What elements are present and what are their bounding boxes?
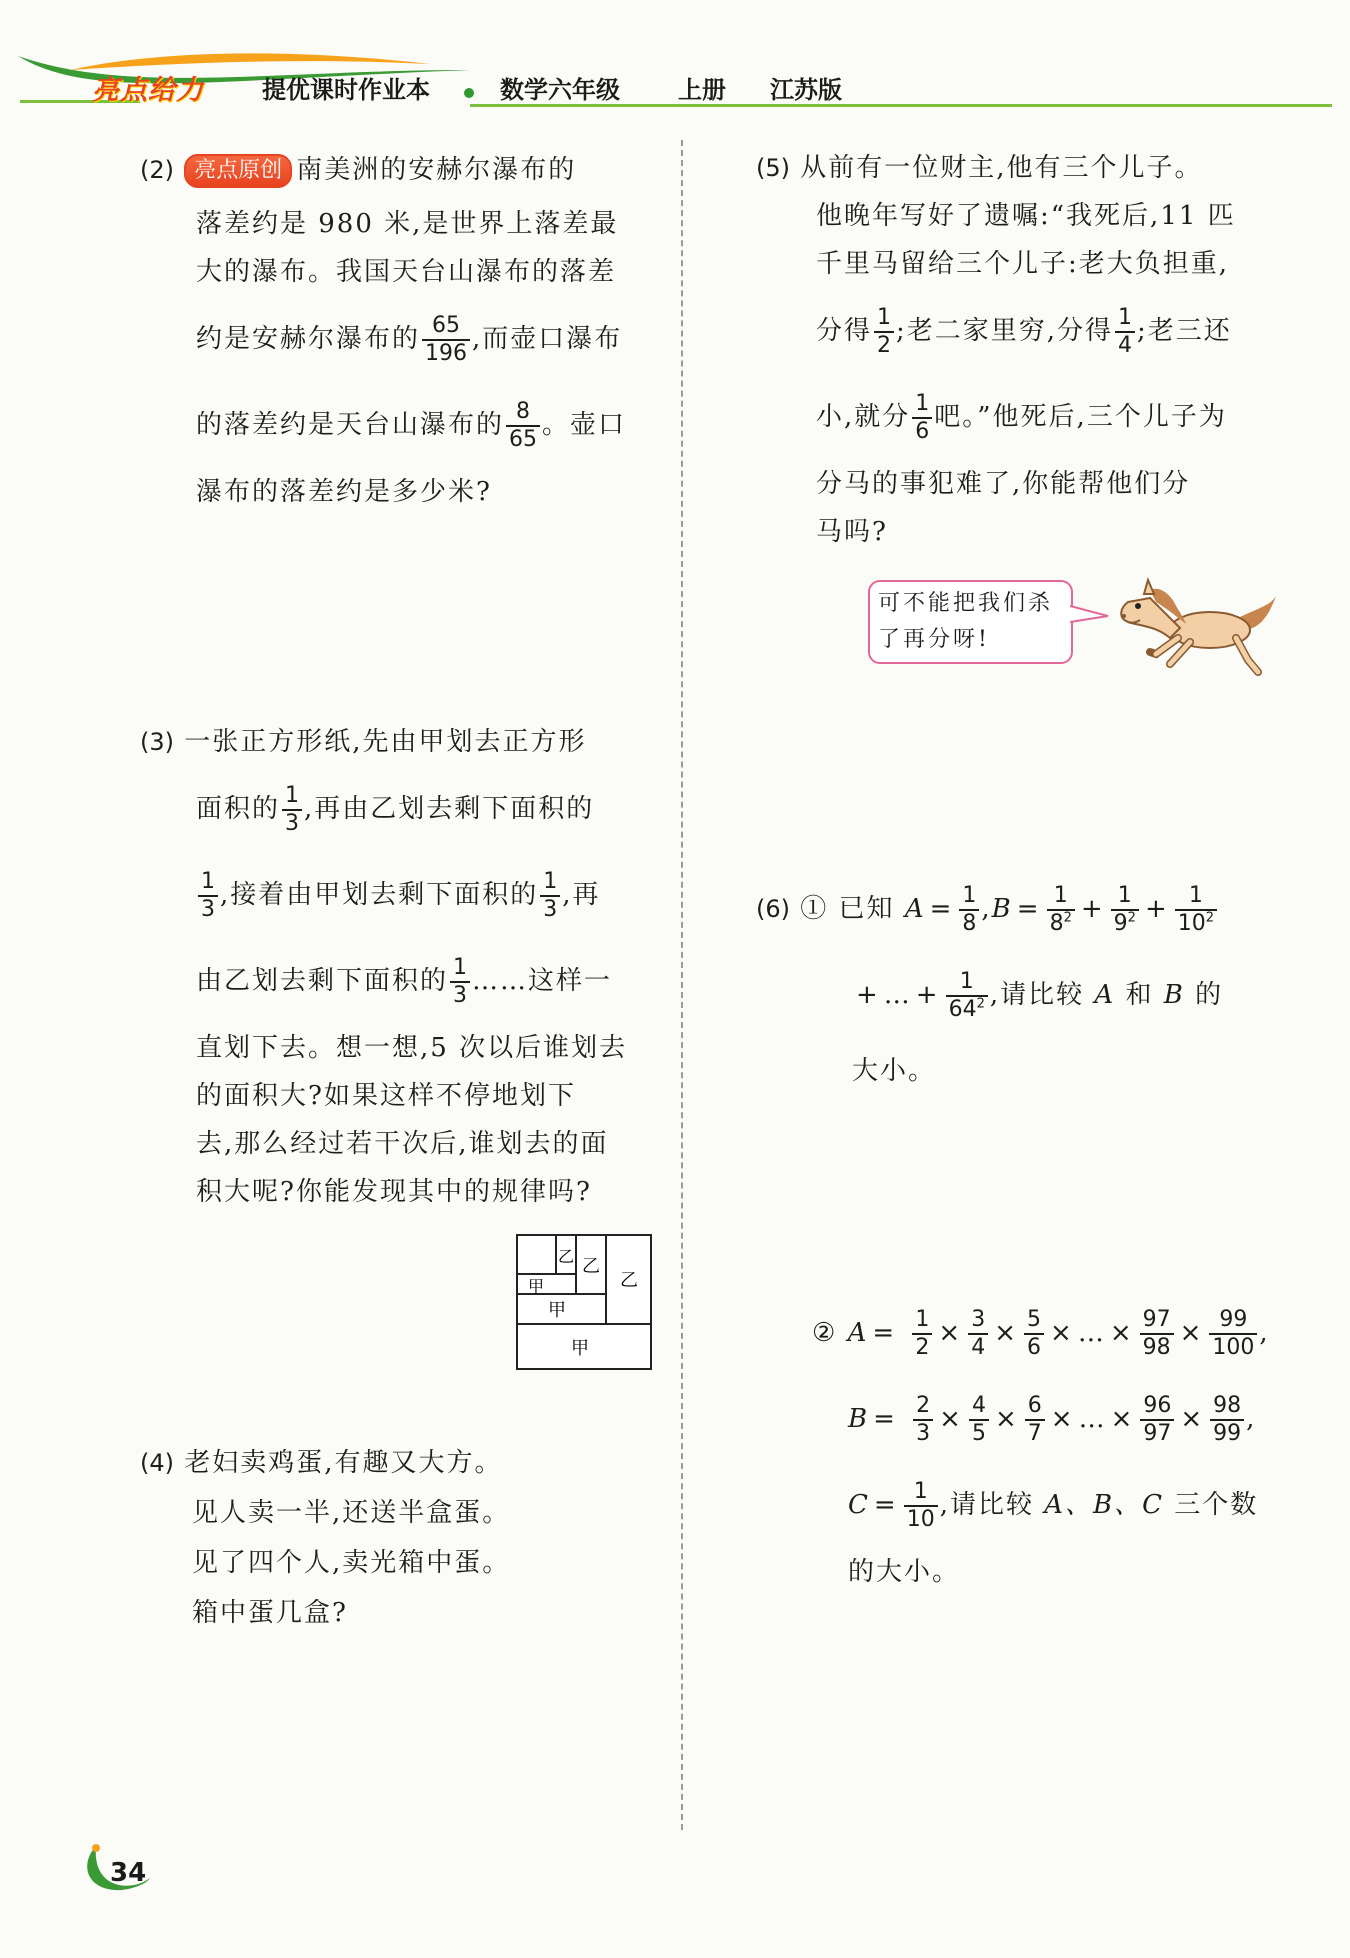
operator: × xyxy=(1050,1404,1075,1434)
fraction xyxy=(1175,883,1217,937)
operator: + xyxy=(856,980,880,1010)
problem-text: ;老二家里穷,分得 xyxy=(896,316,1114,346)
problem-text: 分得 xyxy=(816,316,873,346)
problem-number: (2) xyxy=(140,156,174,184)
problem-number: (5) xyxy=(756,154,790,182)
fraction xyxy=(282,783,302,837)
bubble-text: 可不能把我们杀 xyxy=(878,591,1054,616)
exponent: 2 xyxy=(1127,910,1136,926)
denominator: 3 xyxy=(450,981,470,1009)
problem-text: 的落差约是天台山瀑布的 xyxy=(196,410,505,440)
denominator: 98 xyxy=(1140,1333,1174,1361)
numerator: 1 xyxy=(285,783,300,808)
numerator: 4 xyxy=(971,1393,986,1418)
operator: = xyxy=(929,894,954,924)
denominator: 5 xyxy=(969,1419,989,1447)
volume-label: 上册 xyxy=(678,76,726,104)
operator: + xyxy=(1144,894,1169,924)
fraction xyxy=(1115,305,1135,359)
fraction xyxy=(1111,883,1139,937)
problem-text: 已知 xyxy=(838,894,895,924)
region-label-yi: 乙 xyxy=(620,1270,638,1291)
ellipsis: … xyxy=(883,980,912,1010)
problem-text: 小,就分 xyxy=(816,402,911,432)
numerator: 6 xyxy=(1027,1393,1042,1418)
operator: × xyxy=(994,1404,1019,1434)
numerator: 96 xyxy=(1143,1393,1172,1418)
fraction xyxy=(506,399,540,453)
variable: A xyxy=(847,1318,869,1348)
base: 9 xyxy=(1113,911,1128,936)
expression-c xyxy=(812,1462,1332,1548)
operator: × xyxy=(1050,1318,1074,1348)
problem-text: 大小。 xyxy=(852,1056,937,1086)
fraction xyxy=(874,305,894,359)
expression-b xyxy=(812,1376,1332,1462)
problem-text: 千里马留给三个儿子:老大负担重, xyxy=(816,249,1230,279)
fraction xyxy=(422,313,470,367)
fraction xyxy=(198,869,218,923)
numerator: 1 xyxy=(913,1479,928,1504)
denominator: 97 xyxy=(1140,1419,1174,1447)
numerator: 8 xyxy=(516,399,531,424)
variable: B xyxy=(848,1404,870,1434)
punctuation: , xyxy=(1246,1404,1257,1434)
denominator: 6 xyxy=(912,417,932,445)
base: 10 xyxy=(1177,911,1206,936)
fraction xyxy=(1140,1393,1174,1447)
variable: B xyxy=(991,894,1013,924)
denominator: 10 xyxy=(904,1505,938,1533)
problem-text: 。壶口 xyxy=(542,410,627,440)
variable: C xyxy=(848,1490,870,1520)
numerator: 5 xyxy=(1027,1307,1042,1332)
region-label-jia: 甲 xyxy=(528,1277,545,1296)
fraction xyxy=(913,1393,933,1447)
ellipsis: … xyxy=(1077,1318,1106,1348)
exponent: 2 xyxy=(1205,910,1215,926)
denominator: 4 xyxy=(1115,331,1135,359)
problem-6-part2 xyxy=(812,1290,1332,1596)
variable: A xyxy=(904,894,926,924)
numerator: 1 xyxy=(962,883,977,908)
denominator: 4 xyxy=(968,1333,988,1361)
problem-text: 吧。”他死后,三个儿子为 xyxy=(934,402,1227,432)
denominator: 99 xyxy=(1210,1419,1244,1447)
numerator: 1 xyxy=(201,869,215,894)
problem-text: ,再 xyxy=(562,880,601,910)
problem-text: 一张正方形纸,先由甲划去正方形 xyxy=(184,727,587,757)
operator: × xyxy=(1179,1318,1204,1348)
region-label-yi: 乙 xyxy=(558,1247,575,1266)
fraction xyxy=(912,391,932,445)
denominator: 3 xyxy=(198,895,218,923)
variable: A xyxy=(1094,980,1116,1010)
region-label-yi: 乙 xyxy=(582,1256,600,1277)
variable: B xyxy=(1163,980,1185,1010)
problem-number: (6) xyxy=(756,895,790,923)
problem-text: ……这样一 xyxy=(472,966,613,996)
problem-text: 三个数 xyxy=(1174,1490,1259,1520)
region-label-jia: 甲 xyxy=(571,1338,589,1359)
poem-line: 见人卖一半,还送半盒蛋。 xyxy=(192,1498,511,1528)
numerator: 1 xyxy=(1118,305,1133,330)
numerator: 98 xyxy=(1213,1393,1242,1418)
operator: × xyxy=(938,1318,963,1348)
fraction xyxy=(1024,1307,1044,1361)
problem-5 xyxy=(756,144,1326,556)
operator: = xyxy=(873,1404,897,1434)
denominator: 2 xyxy=(874,331,894,359)
variable-list: A、B、C xyxy=(1044,1490,1165,1520)
region-label-jia: 甲 xyxy=(548,1300,566,1321)
expression-a xyxy=(812,1290,1332,1376)
problem-4 xyxy=(140,1438,660,1638)
numerator: 2 xyxy=(916,1393,931,1418)
problem-text: 约是安赫尔瀑布的 xyxy=(196,324,421,354)
fraction xyxy=(450,955,470,1009)
problem-text: 他晚年写好了遗嘱:“我死后,11 匹 xyxy=(816,201,1236,231)
denominator: 3 xyxy=(913,1419,933,1447)
numerator: 99 xyxy=(1219,1307,1248,1332)
numerator: 1 xyxy=(915,391,930,416)
denominator: 6 xyxy=(1024,1333,1044,1361)
poem-line: 箱中蛋几盒? xyxy=(192,1598,348,1628)
problem-text: 和 xyxy=(1125,980,1154,1010)
numerator: 1 xyxy=(1053,883,1068,908)
page-header xyxy=(0,0,1350,130)
bubble-text: 了再分呀! xyxy=(878,627,990,652)
speech-bubble xyxy=(868,580,1073,664)
series-title: 提优课时作业本 xyxy=(262,76,430,104)
problem-text: 的面积大?如果这样不停地划下 xyxy=(196,1081,576,1111)
problem-text: ,请比较 xyxy=(939,1490,1034,1520)
square-division-diagram xyxy=(516,1234,654,1374)
poem-line: 见了四个人,卖光箱中蛋。 xyxy=(192,1548,511,1578)
numerator: 1 xyxy=(543,869,558,894)
operator: × xyxy=(1109,1318,1134,1348)
numerator: 65 xyxy=(432,313,461,338)
fraction xyxy=(1210,1393,1244,1447)
problem-text: 的大小。 xyxy=(848,1557,961,1587)
operator: × xyxy=(939,1404,963,1434)
denominator: 65 xyxy=(506,425,540,453)
base: 64 xyxy=(948,997,977,1022)
denominator: 196 xyxy=(422,339,470,367)
fraction xyxy=(959,883,979,937)
column-divider xyxy=(681,140,683,1830)
fraction xyxy=(1140,1307,1174,1361)
problem-number: (3) xyxy=(140,728,174,756)
highlight-original-badge: 亮点原创 xyxy=(184,154,292,188)
operator: = xyxy=(872,1318,897,1348)
header-rule xyxy=(470,104,1332,107)
operator: + xyxy=(915,980,940,1010)
denominator: 3 xyxy=(540,895,560,923)
denominator: 100 xyxy=(1209,1333,1257,1361)
problem-text: ,请比较 xyxy=(989,980,1085,1010)
problem-text: 的 xyxy=(1195,980,1224,1010)
problem-text: ;老三还 xyxy=(1137,316,1232,346)
numerator: 97 xyxy=(1142,1307,1171,1332)
denominator: 8 xyxy=(959,909,979,937)
exponent: 2 xyxy=(1063,910,1072,926)
problem-6-part1 xyxy=(756,866,1326,1104)
subject-label: 数学六年级 xyxy=(500,76,620,104)
fraction xyxy=(1025,1393,1045,1447)
fraction xyxy=(1047,883,1075,937)
horse-illustration-icon xyxy=(1098,568,1278,686)
punctuation: , xyxy=(981,894,992,924)
problem-3 xyxy=(140,718,660,1216)
circled-marker: ② xyxy=(812,1318,838,1348)
denominator xyxy=(1175,909,1217,937)
poem-line: 老妇卖鸡蛋,有趣又大方。 xyxy=(184,1448,503,1478)
operator: + xyxy=(1080,894,1105,924)
operator: = xyxy=(1016,894,1041,924)
problem-text: 由乙划去剩下面积的 xyxy=(196,966,449,996)
numerator: 1 xyxy=(1117,883,1132,908)
numerator: 1 xyxy=(915,1307,930,1332)
punctuation: , xyxy=(1259,1318,1270,1348)
operator: × xyxy=(994,1318,1019,1348)
problem-text: 马吗? xyxy=(816,517,888,547)
denominator xyxy=(1111,909,1139,937)
header-dot-icon xyxy=(464,88,474,98)
denominator: 3 xyxy=(282,809,302,837)
problem-text: ,接着由甲划去剩下面积的 xyxy=(220,880,539,910)
fraction xyxy=(540,869,560,923)
problem-text: 南美洲的安赫尔瀑布的 xyxy=(296,155,577,185)
problem-text: ,而壶口瀑布 xyxy=(472,324,623,354)
problem-text: ,再由乙划去剩下面积的 xyxy=(304,794,595,824)
denominator xyxy=(1047,909,1075,937)
problem-number: (4) xyxy=(140,1449,174,1477)
problem-text: 直划下去。想一想,5 次以后谁划去 xyxy=(196,1033,628,1063)
brand-logo: 亮点给力 xyxy=(92,75,204,106)
problem-text: 面积的 xyxy=(196,794,281,824)
problem-text: 分马的事犯难了,你能帮他们分 xyxy=(816,469,1191,499)
ellipsis: … xyxy=(1078,1404,1107,1434)
page-number: 34 xyxy=(110,1858,147,1888)
edition-label: 江苏版 xyxy=(770,76,842,104)
denominator: 2 xyxy=(912,1333,932,1361)
fraction xyxy=(904,1479,938,1533)
numerator: 1 xyxy=(453,955,468,980)
denominator xyxy=(946,995,988,1023)
operator: × xyxy=(1180,1404,1205,1434)
fraction xyxy=(969,1393,989,1447)
fraction xyxy=(912,1307,932,1361)
exponent: 2 xyxy=(976,996,985,1012)
problem-text: 落差约是 980 米,是世界上落差最 xyxy=(196,209,619,239)
numerator: 1 xyxy=(877,305,892,330)
problem-text: 从前有一位财主,他有三个儿子。 xyxy=(800,153,1203,183)
fraction xyxy=(968,1307,988,1361)
problem-text: 积大呢?你能发现其中的规律吗? xyxy=(196,1177,592,1207)
numerator: 1 xyxy=(1188,883,1203,908)
problem-text: 瀑布的落差约是多少米? xyxy=(196,477,492,507)
problem-2 xyxy=(140,146,660,516)
denominator: 7 xyxy=(1025,1419,1045,1447)
operator: × xyxy=(1110,1404,1135,1434)
fraction xyxy=(1209,1307,1257,1361)
base: 8 xyxy=(1049,911,1064,936)
problem-text: 大的瀑布。我国天台山瀑布的落差 xyxy=(196,257,617,287)
problem-text: 去,那么经过若干次后,谁划去的面 xyxy=(196,1129,609,1159)
fraction xyxy=(946,969,988,1023)
numerator: 1 xyxy=(959,969,974,994)
circled-marker: ① xyxy=(800,894,829,924)
numerator: 3 xyxy=(971,1307,986,1332)
operator: = xyxy=(873,1490,898,1520)
